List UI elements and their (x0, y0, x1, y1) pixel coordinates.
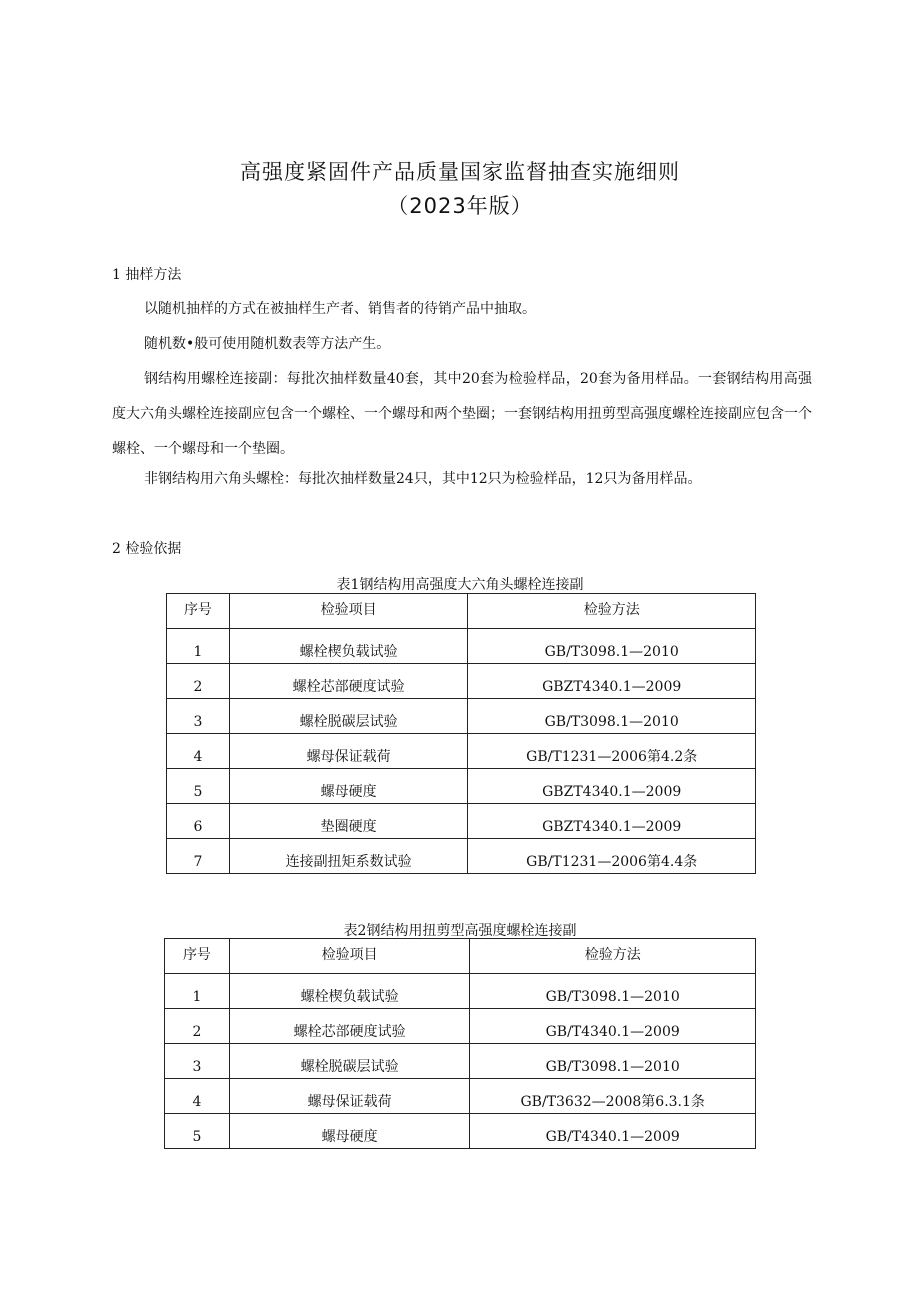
table-cell: 5 (167, 769, 230, 804)
table-row (167, 804, 756, 839)
table-cell: 1 (165, 974, 230, 1009)
table-cell: 2 (165, 1009, 230, 1044)
table-cell: GB/T3098.1—2010 (468, 699, 756, 734)
section-heading-sampling: 1 抽样方法 (112, 267, 182, 283)
table-cell: GBZT4340.1—2009 (468, 664, 756, 699)
table-cell: 4 (165, 1079, 230, 1114)
table-cell: GB/T4340.1—2009 (470, 1114, 756, 1149)
table-row (167, 839, 756, 874)
table-cell: 3 (167, 699, 230, 734)
table-row (167, 699, 756, 734)
table-cell: GB/T3098.1—2010 (468, 629, 756, 664)
table-row (165, 1114, 756, 1149)
table-cell: 5 (165, 1114, 230, 1149)
table-cell: GB/T4340.1—2009 (470, 1009, 756, 1044)
table-cell: GBZT4340.1—2009 (468, 769, 756, 804)
table-cell: 1 (167, 629, 230, 664)
table-cell: 螺栓芯部硬度试验 (229, 1009, 470, 1044)
table-cell: 3 (165, 1044, 230, 1079)
header-cell: 序号 (165, 939, 230, 974)
header-cell: 检验方法 (470, 939, 756, 974)
table-cell: 4 (167, 734, 230, 769)
document-title: 高强度紧固件产品质量国家监督抽查实施细则 (240, 160, 680, 184)
table-cell: 螺栓楔负载试验 (229, 629, 468, 664)
table-cell: GB/T3098.1—2010 (470, 1044, 756, 1079)
table-cell: 7 (167, 839, 230, 874)
table-row (165, 1009, 756, 1044)
table-cell: GB/T3098.1—2010 (470, 974, 756, 1009)
inspection-table-2 (164, 938, 756, 1149)
table-row (165, 1079, 756, 1114)
table-cell: GB/T1231—2006第4.2条 (468, 734, 756, 769)
header-cell: 检验方法 (468, 594, 756, 629)
table-cell: 螺栓芯部硬度试验 (229, 664, 468, 699)
section-heading-basis: 2 检验依据 (112, 541, 182, 557)
table-row (165, 974, 756, 1009)
table-cell: 螺栓楔负载试验 (229, 974, 470, 1009)
table-cell: 连接副扭矩系数试验 (229, 839, 468, 874)
header-cell: 检验项目 (229, 939, 470, 974)
paragraph-nonstructural-bolts: 非钢结构用六角头螺栓：每批次抽样数量24只，其中12只为检验样品，12只为备用样品。 (144, 471, 702, 487)
table-cell: GB/T3632—2008第6.3.1条 (470, 1079, 756, 1114)
table-cell: 螺母硬度 (229, 1114, 470, 1149)
header-cell: 检验项目 (229, 594, 468, 629)
table-header-row (165, 939, 756, 974)
table-cell: 螺母保证载荷 (229, 734, 468, 769)
paragraph-random-number: 随机数•般可使用随机数表等方法产生。 (144, 336, 391, 352)
table-header-row (167, 594, 756, 629)
header-cell: 序号 (167, 594, 230, 629)
table2-caption: 表2钢结构用扭剪型高强度螺栓连接副 (343, 923, 577, 939)
paragraph-structural-bolts: 钢结构用螺栓连接副：每批次抽样数量40套，其中20套为检验样品，20套为备用样品。一套钢结构用高强度大六角头螺栓连接副应包含一个螺栓、一个螺母和两个垫圈；一套钢结构用扭剪型高强度螺栓连接副应包含一个螺栓、一个螺母和一个垫圈。 (112, 371, 812, 457)
table-cell: 6 (167, 804, 230, 839)
table-row (167, 629, 756, 664)
table-row (167, 769, 756, 804)
table-cell: 螺栓脱碳层试验 (229, 1044, 470, 1079)
table-cell: 垫圈硬度 (229, 804, 468, 839)
table-cell: 2 (167, 664, 230, 699)
paragraph-sampling-method: 以随机抽样的方式在被抽样生产者、销售者的待销产品中抽取。 (144, 301, 536, 317)
table-cell: GB/T1231—2006第4.4条 (468, 839, 756, 874)
table-cell: GBZT4340.1—2009 (468, 804, 756, 839)
table-cell: 螺栓脱碳层试验 (229, 699, 468, 734)
table-row (167, 664, 756, 699)
document-subtitle: （2023年版） (387, 194, 533, 218)
table-cell: 螺母保证载荷 (229, 1079, 470, 1114)
table-row (167, 734, 756, 769)
table-row (165, 1044, 756, 1079)
inspection-table-1 (166, 593, 756, 874)
table-cell: 螺母硬度 (229, 769, 468, 804)
table1-caption: 表1钢结构用高强度大六角头螺栓连接副 (336, 577, 584, 593)
